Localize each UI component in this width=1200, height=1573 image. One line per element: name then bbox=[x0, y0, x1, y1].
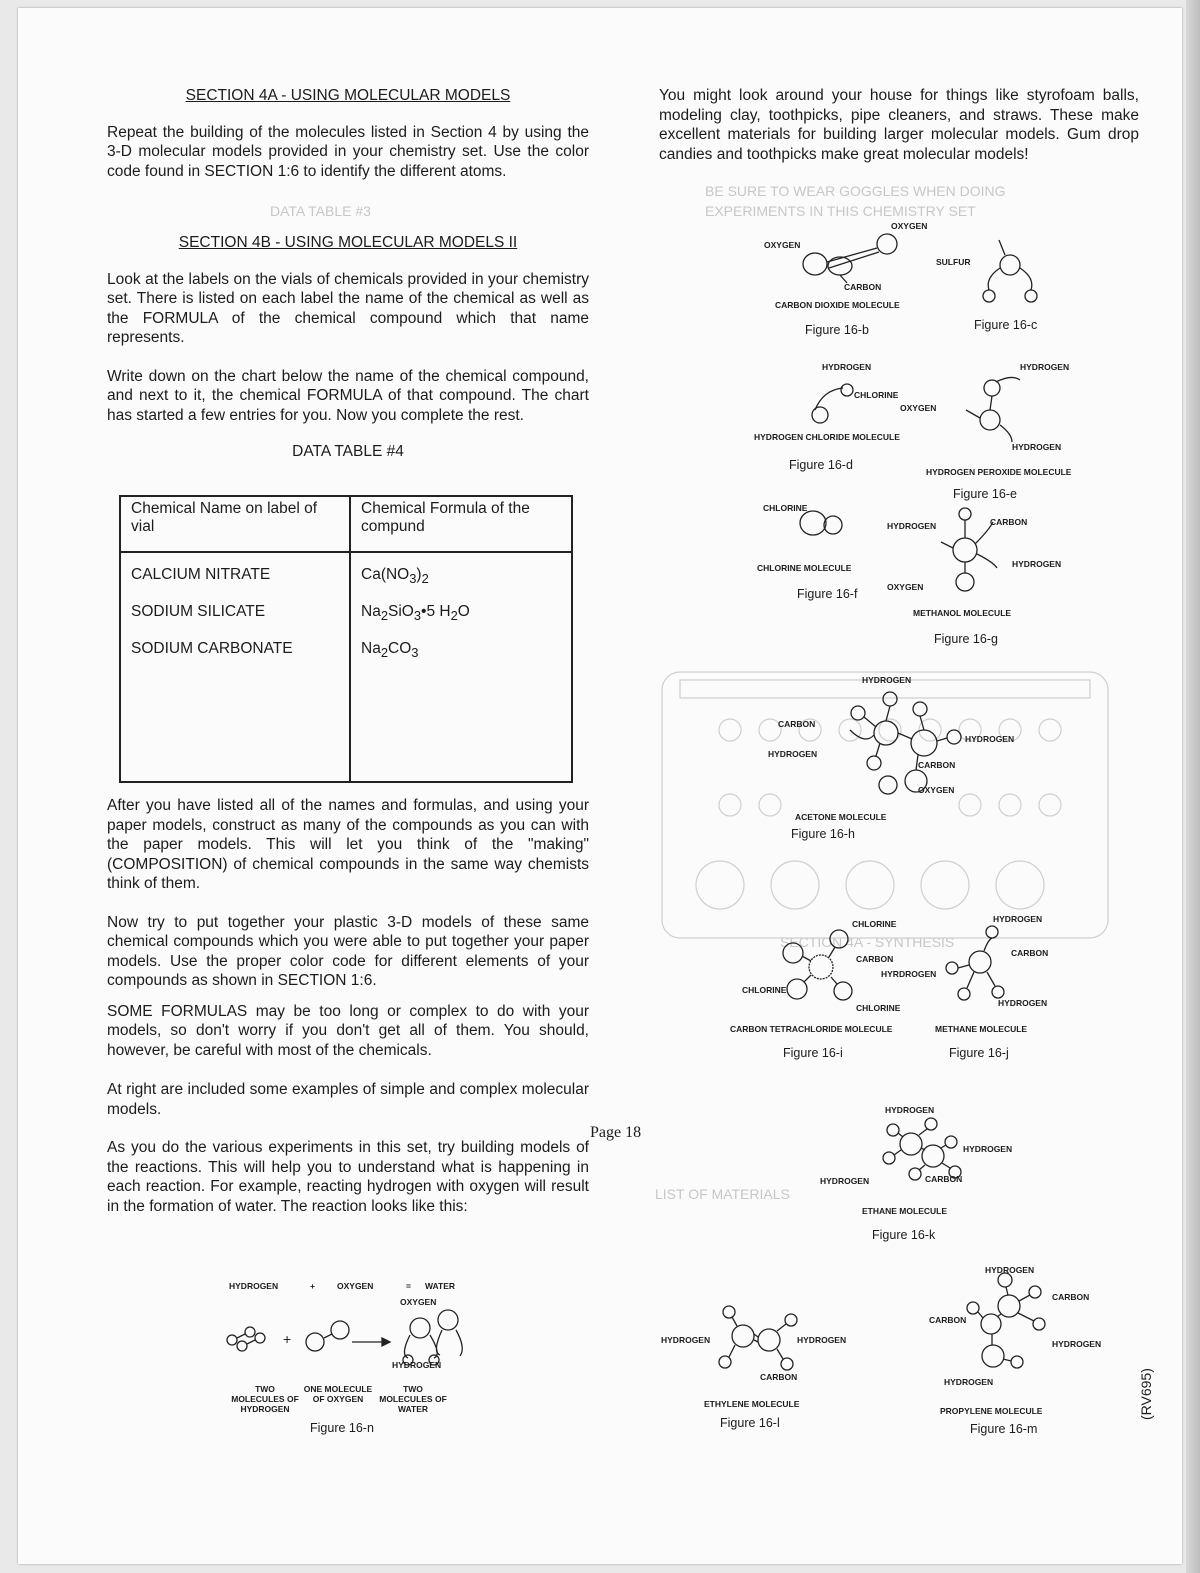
row-formula: $Na_2SiO_3•5$ $H_2O$ bbox=[350, 595, 572, 634]
fig-j-name: METHANE MOLECULE bbox=[935, 1024, 1028, 1034]
fig-g-name: METHANOL MOLECULE bbox=[913, 608, 1012, 618]
figure-16k-diagram bbox=[875, 1112, 975, 1187]
figure-16n-diagram bbox=[220, 1300, 480, 1380]
figure-16e-caption: Figure 16-e bbox=[953, 487, 1017, 501]
empty-cell bbox=[120, 671, 350, 782]
fig-h-name: ACETONE MOLECULE bbox=[795, 812, 887, 822]
bleed-through-text: EXPERIMENTS IN THIS CHEMISTRY SET bbox=[705, 203, 976, 219]
fig-c-sulfur: SULFUR bbox=[936, 257, 971, 267]
figure-16m-diagram bbox=[965, 1268, 1055, 1378]
fig-k-hydrogen-3: HYDROGEN bbox=[820, 1176, 870, 1186]
figure-16b-caption: Figure 16-b bbox=[805, 323, 869, 337]
fig-d-chlorine: CHLORINE bbox=[854, 390, 899, 400]
reactions-text: As you do the various experiments in this set, try building models of the reactions. This will help you to understand what is happening in each reaction. For example, reacting hydrogen with oxygen will result in the formation of water. The reaction looks like this: bbox=[107, 1139, 589, 1215]
fig-l-name: ETHYLENE MOLECULE bbox=[704, 1399, 800, 1409]
row-formula: $Na_2CO_3$ bbox=[350, 634, 572, 671]
fig-l-carbon: CARBON bbox=[760, 1372, 798, 1382]
intro-text: You might look around your house for things like styrofoam balls, modeling clay, toothpicks, pipe cleaners, and straws. These make excellent materials for building larger molecular models. Gum drop candies and toothpicks make great molecular models! bbox=[659, 87, 1139, 163]
fig-e-name: HYDROGEN PEROXIDE MOLECULE bbox=[926, 467, 1072, 477]
section-4a-text: Repeat the building of the molecules listed in Section 4 by using the 3-D molecular models provided in your chemistry set. Use the color code found in SECTION 1:6 to identify the different atoms. bbox=[107, 123, 589, 180]
fig-j-hydrogen-1: HYDROGEN bbox=[993, 914, 1043, 924]
fig-j-carbon: CARBON bbox=[1011, 948, 1049, 958]
row-name: SODIUM SILICATE bbox=[131, 603, 266, 620]
eq-equals: = bbox=[406, 1281, 411, 1291]
empty-cell bbox=[350, 671, 572, 782]
figure-16j-diagram bbox=[940, 920, 1020, 1005]
bleed-through-text: DATA TABLE #3 bbox=[270, 203, 371, 219]
fig-j-hydrogen-2: HYRDROGEN bbox=[881, 969, 937, 979]
section-4b-text-1: Look at the labels on the vials of chemicals provided in your chemistry set. There is listed on each label the name of the chemical as well as the FORMULA of the chemical compound which that name represents. bbox=[107, 270, 589, 346]
fig-i-name: CARBON TETRACHLORIDE MOLECULE bbox=[730, 1024, 893, 1034]
fig-b-oxygen-1: OXYGEN bbox=[764, 240, 801, 250]
fig-m-carbon-2: CARBON bbox=[929, 1315, 967, 1325]
fig-e-oxygen: OXYGEN bbox=[900, 403, 937, 413]
table-row-empty bbox=[120, 671, 572, 782]
fig-j-hydrogen-3: HYDROGEN bbox=[998, 998, 1048, 1008]
figure-16i-diagram bbox=[775, 925, 865, 1010]
fig-e-hydrogen-2: HYDROGEN bbox=[1012, 442, 1062, 452]
row-name: SODIUM CARBONATE bbox=[131, 640, 293, 657]
section-4a bbox=[107, 86, 589, 181]
fig-f-name: CHLORINE MOLECULE bbox=[757, 563, 852, 573]
figure-16k-caption: Figure 16-k bbox=[872, 1228, 936, 1242]
fig-h-carbon-1: CARBON bbox=[778, 719, 816, 729]
label-hydrogen: HYDROGEN bbox=[392, 1360, 442, 1370]
document-code: (RV695) bbox=[1138, 1368, 1154, 1420]
svg-text:+: + bbox=[283, 1331, 292, 1347]
eq-oxygen: OXYGEN bbox=[337, 1281, 374, 1291]
figure-16l-diagram bbox=[705, 1300, 805, 1380]
fig-d-hydrogen: HYDROGEN bbox=[822, 362, 872, 372]
fig-k-hydrogen-2: HYDROGEN bbox=[963, 1144, 1013, 1154]
fig-h-hydrogen-1: HYDROGEN bbox=[862, 675, 912, 685]
figure-16g-diagram bbox=[935, 500, 1028, 600]
fig-h-carbon-2: CARBON bbox=[918, 760, 956, 770]
fig-k-name: ETHANE MOLECULE bbox=[862, 1206, 947, 1216]
fig-i-carbon: CARBON bbox=[856, 954, 894, 964]
fig-g-hydrogen-1: HYDROGEN bbox=[887, 521, 937, 531]
eq-water: WATER bbox=[425, 1281, 456, 1291]
figure-16g-caption: Figure 16-g bbox=[934, 632, 998, 646]
fig-k-hydrogen-1: HYDROGEN bbox=[885, 1105, 935, 1115]
fig-b-name: CARBON DIOXIDE MOLECULE bbox=[775, 300, 900, 310]
fig-g-hydrogen-2: HYDROGEN bbox=[1012, 559, 1062, 569]
section-4b-text-2: Write down on the chart below the name of the chemical compound, and next to it, the chemical FORMULA of that compound. The chart has started a few entries for you. Now you complete the rest. bbox=[107, 367, 589, 424]
data-table-title: DATA TABLE #4 bbox=[292, 443, 404, 460]
eq-hydrogen: HYDROGEN bbox=[229, 1281, 279, 1291]
figure-16n-caption: Figure 16-n bbox=[310, 1421, 374, 1435]
figure-16b-diagram bbox=[795, 228, 905, 298]
bleed-through-text: SECTION 4A - SYNTHESIS bbox=[780, 934, 955, 950]
fig-g-oxygen: OXYGEN bbox=[887, 582, 924, 592]
section-4b bbox=[107, 233, 589, 462]
sub-one-oxygen: ONE MOLECULE OF OXYGEN bbox=[303, 1384, 373, 1404]
now-text: Now try to put together your plastic 3-D models of these same chemical compounds which you were able to put together your paper models. Use the proper color code for different elements of your compounds as shown in SECTION 1:6. bbox=[107, 913, 589, 989]
table-header-row bbox=[120, 496, 572, 552]
fig-b-oxygen-2: OXYGEN bbox=[891, 221, 928, 231]
figure-16c-diagram bbox=[975, 230, 1045, 310]
page-number: Page 18 bbox=[590, 1124, 642, 1141]
table-row bbox=[120, 634, 572, 671]
table-row bbox=[120, 552, 572, 595]
figure-16j-caption: Figure 16-j bbox=[949, 1046, 1009, 1060]
header-name: Chemical Name on label of vial bbox=[120, 496, 350, 552]
fig-f-chlorine: CHLORINE bbox=[763, 503, 808, 513]
header-formula: Chemical Formula of the compund bbox=[350, 496, 572, 552]
sub-two-water: TWO MOLECULES OF WATER bbox=[379, 1384, 447, 1414]
fig-g-carbon: CARBON bbox=[990, 517, 1028, 527]
table-row bbox=[120, 595, 572, 634]
sub-two-hydrogen: TWO MOLECULES OF HYDROGEN bbox=[231, 1384, 299, 1414]
fig-k-carbon: CARBON bbox=[925, 1174, 963, 1184]
fig-h-hydrogen-2: HYDROGEN bbox=[768, 749, 818, 759]
figure-16m-caption: Figure 16-m bbox=[970, 1422, 1038, 1436]
figure-16d-caption: Figure 16-d bbox=[789, 458, 853, 472]
row-formula: $Ca(NO_3)_2$ bbox=[350, 552, 572, 595]
fig-m-hydrogen-1: HYDROGEN bbox=[985, 1265, 1035, 1275]
section-4a-heading: SECTION 4A - USING MOLECULAR MODELS bbox=[185, 87, 511, 104]
right-text: At right are included some examples of simple and complex molecular models. bbox=[107, 1081, 589, 1118]
figure-16h-caption: Figure 16-h bbox=[791, 827, 855, 841]
fig-e-hydrogen-1: HYDROGEN bbox=[1020, 362, 1070, 372]
label-oxygen: OXYGEN bbox=[400, 1297, 437, 1307]
figure-16h-diagram bbox=[820, 685, 980, 805]
eq-plus: + bbox=[310, 1281, 315, 1291]
fig-i-chlorine-1: CHLORINE bbox=[852, 919, 897, 929]
figure-16i-caption: Figure 16-i bbox=[783, 1046, 843, 1060]
row-name: CALCIUM NITRATE bbox=[131, 566, 271, 583]
figure-16e-diagram bbox=[940, 370, 1030, 450]
fig-b-carbon: CARBON bbox=[844, 282, 882, 292]
fig-d-name: HYDROGEN CHLORIDE MOLECULE bbox=[754, 432, 900, 442]
fig-m-hydrogen-2: HYDROGEN bbox=[1052, 1339, 1102, 1349]
data-table-4 bbox=[119, 495, 573, 783]
instructions bbox=[107, 796, 589, 1216]
fig-h-hydrogen-3: HYDROGEN bbox=[965, 734, 1015, 744]
figure-16f-diagram bbox=[795, 505, 855, 545]
figure-16f-caption: Figure 16-f bbox=[797, 587, 858, 601]
formulas-text: SOME FORMULAS may be too long or complex to do with your models, so don't worry if you don't get all of them. You should, however, be careful with most of the chemicals. bbox=[107, 1002, 589, 1059]
figure-16c-caption: Figure 16-c bbox=[974, 318, 1038, 332]
fig-m-hydrogen-3: HYDROGEN bbox=[944, 1377, 994, 1387]
fig-l-hydrogen-2: HYDROGEN bbox=[797, 1335, 847, 1345]
fig-i-chlorine-2: CHLORINE bbox=[742, 985, 787, 995]
section-4b-heading: SECTION 4B - USING MOLECULAR MODELS II bbox=[178, 234, 518, 251]
fig-m-name: PROPYLENE MOLECULE bbox=[940, 1406, 1043, 1416]
fig-m-carbon-1: CARBON bbox=[1052, 1292, 1090, 1302]
figure-16l-caption: Figure 16-l bbox=[720, 1416, 780, 1430]
bleed-through-text: LIST OF MATERIALS bbox=[655, 1186, 790, 1202]
page-edge bbox=[1186, 0, 1200, 1573]
bleed-through-text: BE SURE TO WEAR GOGGLES WHEN DOING bbox=[705, 183, 1006, 199]
fig-h-oxygen: OXYGEN bbox=[918, 785, 955, 795]
figure-16d-diagram bbox=[805, 370, 865, 430]
after-text: After you have listed all of the names and formulas, and using your paper models, construct as many of the compounds as you can with the paper models. This will let you think of the "making" (COMPOSITION) of chemical compounds in the same way chemists think of them. bbox=[107, 797, 589, 892]
fig-l-hydrogen-1: HYDROGEN bbox=[661, 1335, 711, 1345]
fig-i-chlorine-3: CHLORINE bbox=[856, 1003, 901, 1013]
